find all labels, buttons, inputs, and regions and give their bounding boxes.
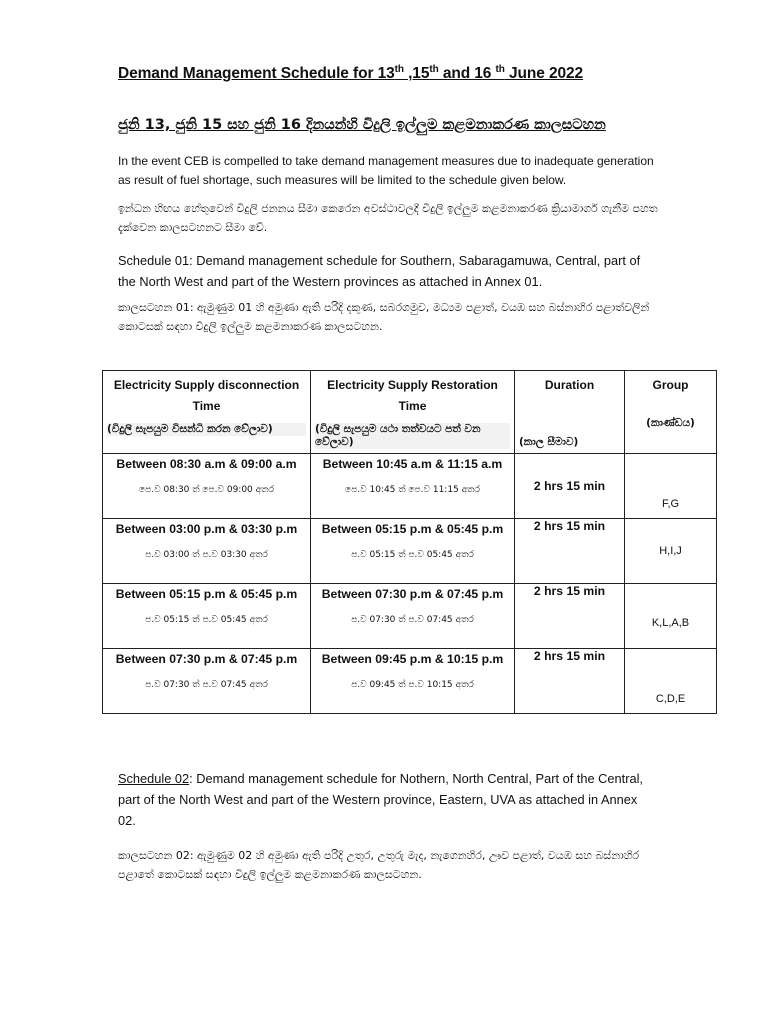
table-row bbox=[103, 649, 717, 714]
restore-time-sinhala: ප.ව 05:15 ත් ප.ව 05:45 අතර bbox=[351, 550, 474, 560]
disconnect-time-sinhala: ප.ව 05:15 ත් ප.ව 05:45 අතර bbox=[145, 615, 268, 625]
header-disconnect bbox=[103, 371, 311, 454]
duration-cell: 2 hrs 15 min bbox=[515, 584, 625, 649]
disconnect-time-sinhala: ප.ව 07:30 ත් ප.ව 07:45 අතර bbox=[145, 680, 268, 690]
intro-sinhala: ඉන්ධන හිඟය හේතුවෙන් විදුලි ජනනය සීමා කෙරෙන අවස්ථාවලදී විදුලි ඉල්ලුම කළමනාකරණ ක්‍රියාමාර්ග ගැනීම පහත දැක්වෙන කාලසටහනට සීමා වේ. bbox=[118, 202, 658, 234]
header-restore-sinhala: (විදුලි සැපයුම යථා තත්වයට පත් වන වේලාව) bbox=[315, 423, 510, 449]
header-duration-label: Duration bbox=[544, 378, 595, 392]
schedule2-label-rest: : Demand management schedule for Nothern, North Central, Part of the Central, part of the North West and part of the Western province, Eastern, UVA as attached in Annex 02. bbox=[118, 771, 643, 828]
document-title bbox=[118, 64, 678, 83]
table-row bbox=[103, 454, 717, 519]
duration-cell: 2 hrs 15 min bbox=[515, 649, 625, 714]
title-sup: th bbox=[394, 64, 404, 75]
header-group-label: Group bbox=[652, 378, 689, 392]
disconnect-cell bbox=[103, 519, 311, 584]
restore-time-sinhala: ප.ව 07:30 ත් ප.ව 07:45 අතර bbox=[351, 615, 474, 625]
restore-time: Between 09:45 p.m & 10:15 p.m bbox=[321, 652, 504, 666]
restore-time: Between 10:45 a.m & 11:15 a.m bbox=[322, 457, 503, 471]
restore-time: Between 07:30 p.m & 07:45 p.m bbox=[321, 587, 504, 601]
schedule-table bbox=[102, 370, 717, 714]
restore-time-sinhala: ප.ව 09:45 ත් ප.ව 10:15 අතර bbox=[351, 680, 474, 690]
intro-english: In the event CEB is compelled to take demand management measures due to inadequate generation as result of fuel shortage, such measures will be limited to the schedule given below. bbox=[118, 154, 654, 187]
schedule2-sinhala: කාලසටහන 02: ඇමුණුම 02 හි අමුණා ඇති පරිදි උතුර, උතුරු මැද, නැගෙනහිර, ඌව පළාත්, වයඹ සහ බස්නාහිර පළාතේ කොටසක් සඳහා විදුලි ඉල්ලුම කළමනාකරණ කාලසටහන. bbox=[118, 849, 640, 881]
header-restore-label: Electricity Supply Restoration Time bbox=[327, 378, 498, 413]
disconnect-time: Between 05:15 p.m & 05:45 p.m bbox=[115, 587, 298, 601]
header-disconnect-label: Electricity Supply disconnection Time bbox=[113, 378, 300, 413]
schedule1-sinhala: කාලසටහන 01: ඇමුණුම 01 හි අමුණා ඇති පරිදි දකුණ, සබරගමුව, මධ්‍යම පළාත්, වයඹ සහ බස්නාහිර පළාත්වලින් කොටසක් සඳහා විදුලි ඉල්ලුම කළමනාකරණ කාලසටහන. bbox=[118, 301, 650, 333]
title-sup: th bbox=[429, 64, 439, 75]
duration-cell: 2 hrs 15 min bbox=[515, 454, 625, 519]
disconnect-time-sinhala: පෙ.ව 08:30 ත් පෙ.ව 09:00 අතර bbox=[139, 485, 274, 495]
restore-cell bbox=[311, 519, 515, 584]
restore-cell bbox=[311, 649, 515, 714]
disconnect-cell bbox=[103, 649, 311, 714]
table-row bbox=[103, 519, 717, 584]
restore-time-sinhala: පෙ.ව 10:45 ත් පෙ.ව 11:15 අතර bbox=[345, 485, 480, 495]
header-duration bbox=[515, 371, 625, 454]
header-group bbox=[625, 371, 717, 454]
header-restore bbox=[311, 371, 515, 454]
duration-cell: 2 hrs 15 min bbox=[515, 519, 625, 584]
schedule2-label-prefix: Schedule 02 bbox=[118, 771, 190, 786]
restore-cell bbox=[311, 584, 515, 649]
schedule2-label bbox=[118, 768, 658, 831]
header-duration-sinhala: (කාල සීමාව) bbox=[519, 436, 579, 448]
group-cell: C,D,E bbox=[625, 649, 717, 714]
group-cell: H,I,J bbox=[625, 519, 717, 584]
schedule1-label: Schedule 01: Demand management schedule for Southern, Sabaragamuwa, Central, part of the North West and part of the Western provinces as attached in Annex 01. bbox=[118, 253, 641, 289]
group-cell: K,L,A,B bbox=[625, 584, 717, 649]
table-header-row bbox=[103, 371, 717, 454]
document-subtitle-sinhala: ජුනි 13, ජුනි 15 සහ ජුනි 16 දිනයන්හි විදුලි ඉල්ලුම කළමනාකරණ කාලසටහන bbox=[118, 117, 606, 133]
disconnect-cell bbox=[103, 584, 311, 649]
restore-time: Between 05:15 p.m & 05:45 p.m bbox=[321, 522, 504, 536]
title-text: ,15 bbox=[403, 65, 430, 83]
restore-cell bbox=[311, 454, 515, 519]
title-text: Demand Management Schedule for 13 bbox=[118, 65, 395, 83]
disconnect-time: Between 07:30 p.m & 07:45 p.m bbox=[115, 652, 298, 666]
title-text: June 2022 bbox=[504, 65, 584, 83]
header-disconnect-sinhala: (විදුලි සැපයුම විසන්ධි කරන වේලාව) bbox=[107, 423, 306, 436]
group-cell: F,G bbox=[625, 454, 717, 519]
disconnect-time: Between 08:30 a.m & 09:00 a.m bbox=[116, 457, 297, 471]
disconnect-time-sinhala: ප.ව 03:00 ත් ප.ව 03:30 අතර bbox=[145, 550, 268, 560]
disconnect-cell bbox=[103, 454, 311, 519]
disconnect-time: Between 03:00 p.m & 03:30 p.m bbox=[115, 522, 298, 536]
title-sup: th bbox=[495, 64, 505, 75]
title-text: and 16 bbox=[438, 65, 496, 83]
table-row bbox=[103, 584, 717, 649]
header-group-sinhala: (කාණ්ඩය) bbox=[646, 417, 695, 429]
